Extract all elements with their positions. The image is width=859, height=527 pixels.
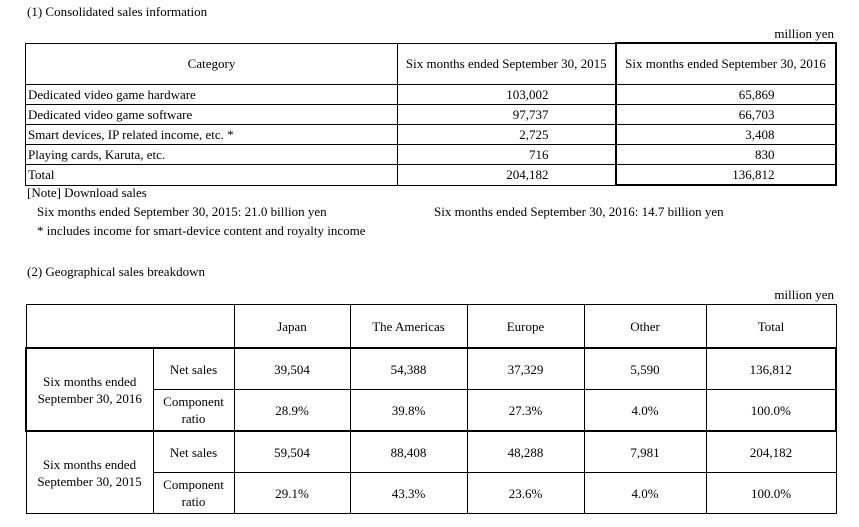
category-cell: Smart devices, IP related income, etc. * [26,125,398,145]
table-header-row [26,305,836,349]
ratio-label-line1: Component [163,394,224,409]
value-2016-cell: 3,408 [616,125,836,145]
table-row [26,105,836,125]
geographical-sales-table [25,304,837,514]
value-2015-cell: 204,182 [398,165,616,186]
note-title: [Note] Download sales [27,185,147,200]
period-label-2016 [26,348,153,431]
net-sales-label: Net sales [153,431,234,473]
footnote: * includes income for smart-device content and royalty income [37,223,366,238]
table-row [26,85,836,105]
net-sales-label: Net sales [153,348,234,390]
consolidated-sales-table [25,42,837,186]
net-sales-other: 7,981 [584,431,706,473]
ratio-other: 4.0% [584,473,706,514]
net-sales-japan: 39,504 [234,348,350,390]
table-row [26,431,836,473]
period-label-line1: Six months ended [42,456,137,472]
ratio-label-line2: ratio [181,411,206,426]
table-row [26,348,836,390]
ratio-americas: 43.3% [350,473,467,514]
header-2015: Six months ended September 30, 2015 [398,43,616,85]
net-sales-japan: 59,504 [234,431,350,473]
net-sales-total: 136,812 [706,348,836,390]
net-sales-americas: 88,408 [350,431,467,473]
section1-unit: million yen [774,26,834,41]
value-2015-cell: 716 [398,145,616,165]
net-sales-other: 5,590 [584,348,706,390]
table-row [26,125,836,145]
net-sales-americas: 54,388 [350,348,467,390]
ratio-europe: 23.6% [467,473,584,514]
header-blank [26,305,234,349]
value-2015-cell: 103,002 [398,85,616,105]
total-row [26,165,836,186]
header-europe: Europe [467,305,584,349]
value-2016-cell: 830 [616,145,836,165]
section1-title: (1) Consolidated sales information [27,4,208,19]
category-cell: Dedicated video game hardware [26,85,398,105]
net-sales-total: 204,182 [706,431,836,473]
ratio-japan: 29.1% [234,473,350,514]
ratio-label-line2: ratio [181,494,206,509]
component-ratio-label [153,390,234,432]
header-americas: The Americas [350,305,467,349]
value-2015-cell: 2,725 [398,125,616,145]
table-header-row [26,43,836,85]
period-label-line2: September 30, 2016 [37,390,142,406]
net-sales-europe: 48,288 [467,431,584,473]
value-2016-cell: 65,869 [616,85,836,105]
ratio-americas: 39.8% [350,390,467,432]
period-label-line2: September 30, 2015 [37,473,142,489]
table-row [26,145,836,165]
category-cell: Dedicated video game software [26,105,398,125]
ratio-europe: 27.3% [467,390,584,432]
ratio-total: 100.0% [706,390,836,432]
ratio-label-line1: Component [163,477,224,492]
period-label-line1: Six months ended [43,373,137,389]
ratio-total: 100.0% [706,473,836,514]
header-japan: Japan [234,305,350,349]
category-cell: Total [26,165,398,186]
ratio-japan: 28.9% [234,390,350,432]
header-total: Total [706,305,836,349]
note-download-2016: Six months ended September 30, 2016: 14.7 billion yen [434,204,724,219]
header-category: Category [26,43,398,85]
header-other: Other [584,305,706,349]
net-sales-europe: 37,329 [467,348,584,390]
value-2016-cell: 66,703 [616,105,836,125]
section2-unit: million yen [774,287,834,302]
value-2015-cell: 97,737 [398,105,616,125]
value-2016-cell: 136,812 [616,165,836,186]
header-2016: Six months ended September 30, 2016 [616,43,836,85]
component-ratio-label [153,473,234,514]
category-cell: Playing cards, Karuta, etc. [26,145,398,165]
section2-title: (2) Geographical sales breakdown [27,264,205,279]
note-download-2015: Six months ended September 30, 2015: 21.0 billion yen [37,204,327,219]
period-label-2015 [26,431,153,514]
ratio-other: 4.0% [584,390,706,432]
